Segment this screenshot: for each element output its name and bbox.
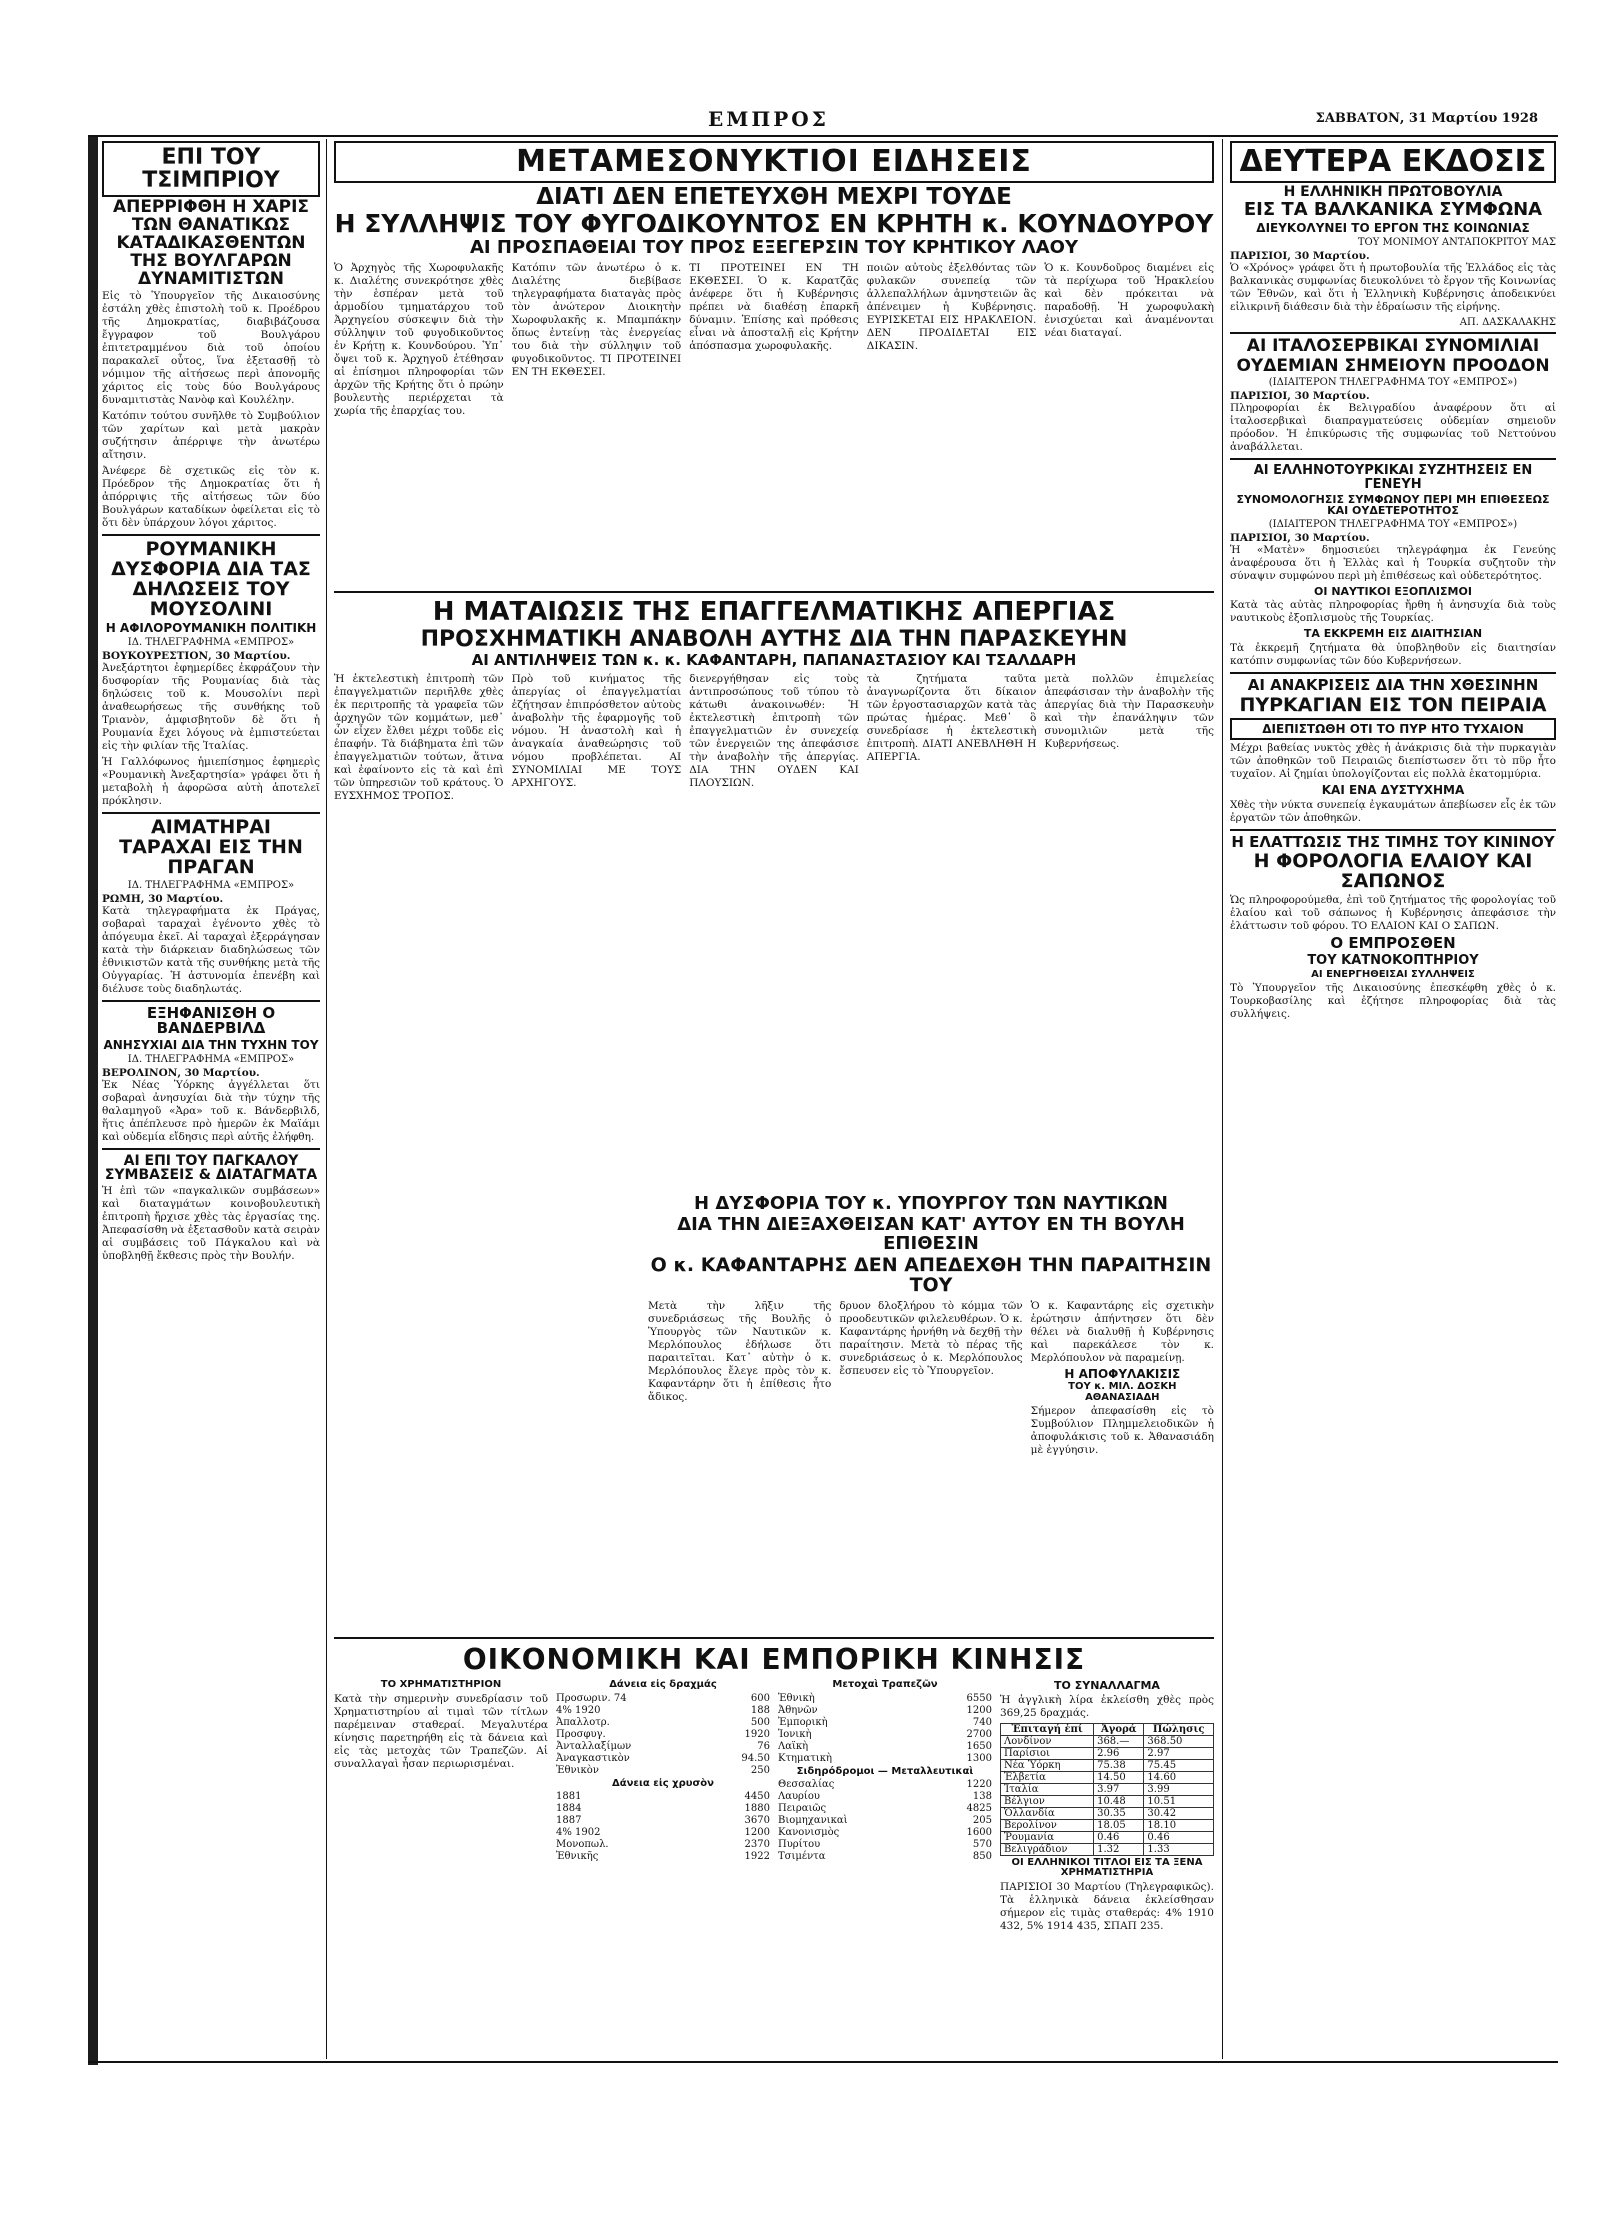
story4-credit: ΙΔ. ΤΗΛΕΓΡΑΦΗΜΑ «ΕΜΠΡΟΣ» (127, 1053, 295, 1065)
fx-row (1001, 1759, 1214, 1771)
fx-cell: 3.99 (1144, 1783, 1214, 1795)
balkan-head3: ΔΙΕΥΚΟΛΥΝΕΙ ΤΟ ΕΡΓΟΝ ΤΗΣ ΚΟΙΝΩΝΙΑΣ (1256, 221, 1530, 236)
gold-loan-row (556, 1815, 770, 1827)
fire-paragraph: Μέχρι βαθείας νυκτὸς χθὲς ἡ ἀνάκρισις διὰ τὴν πυρκαγιὰν τῶν ἀποθηκῶν τοῦ Πειραιῶς διεπίστωσεν ὅτι τὸ πῦρ ἦτο τυχαῖον. Αἱ ζημίαι ὑπολογίζονται εἰς πολλὰ ἑκατομμύρια. (1230, 742, 1556, 781)
goods-row (778, 1827, 992, 1839)
loan-row (556, 1717, 770, 1729)
fx-cell: 2.96 (1094, 1747, 1144, 1759)
strike-column: διενεργήθησαν εἰς τοὺς ἀντιπροσώπους τοῦ τύπου τὸ κάτωθι ἀνακοινωθέν: Ἡ ἐκτελεστικὴ ἐπιτροπὴ τῶν ἐπαγγελματιῶν ἐν συνεχείᾳ τῶν ἐνεργειῶν της ἀπεφάσισε τὴν ἀναβολὴν τῆς ἀπεργίας. ΔΙΑ ΤΗΝ ΟΥΔΕΝ ΚΑΙ ΠΛΟΥΣΙΩΝ. (689, 673, 859, 790)
loan-row-cell: 4% 1920 (556, 1704, 601, 1716)
fx-cell: 10.48 (1094, 1795, 1144, 1807)
gold-loan-row-cell: 1881 (556, 1791, 582, 1803)
navy-head2: ΔΙΑ ΤΗΝ ΔΙΕΞΑΧΘΕΙΣΑΝ ΚΑΤ' ΑΥΤΟΥ ΕΝ ΤΗ ΒΟΥΛΗ ΕΠΙΘΕΣΙΝ (677, 1213, 1185, 1254)
strike-head3: ΑΙ ΑΝΤΙΛΗΨΕΙΣ ΤΩΝ κ. κ. ΚΑΦΑΝΤΑΡΗ, ΠΑΠΑΝΑΣΤΑΣΙΟΥ ΚΑΙ ΤΣΑΛΔΑΡΗ (471, 651, 1077, 670)
greek-titles-paragraph: ΠΑΡΙΣΙΟΙ 30 Μαρτίου (Τηλεγραφικῶς). Τὰ ἑλληνικὰ δάνεια ἐκλείσθησαν σήμερον εἰς τιμὰς σταθεράς: 4% 1910 432, 5% 1914 435, ΣΠΑΠ 235. (1000, 1880, 1214, 1932)
fx-header: Ἀγορά (1094, 1723, 1144, 1735)
fx-cell: Ἑλβετία (1001, 1771, 1094, 1783)
story4-subhead: ΑΝΗΣΥΧΙΑΙ ΔΙΑ ΤΗΝ ΤΥΧΗΝ ΤΟΥ (103, 1038, 319, 1053)
economy-banner: ΟΙΚΟΝΟΜΙΚΗ ΚΑΙ ΕΜΠΟΡΙΚΗ ΚΙΝΗΣΙΣ (462, 1643, 1086, 1676)
goods-row (778, 1851, 992, 1863)
story1-paragraph: Εἰς τὸ Ὑπουργεῖον τῆς Δικαιοσύνης ἐστάλη χθὲς ἐπιστολὴ τοῦ κ. Προέδρου τῆς Δημοκρατίας, διαβιβάζουσα ἔγγραφον τοῦ Βουλγάρου ἐπιτετραμμένου διὰ τοῦ ὁποίου παρακαλεῖ οὗτος, ἵνα ἐξετασθῇ τὸ νόμιμον τῆς αἰτήσεως περὶ ἀπονομῆς χάριτος εἰς τοὺς δύο Βουλγάρους δυναμιτιστὰς Νανὸφ καὶ Κουλέλην. (102, 290, 320, 407)
fx-row (1001, 1819, 1214, 1831)
newspaper-page (88, 105, 1558, 2065)
story3-credit: ΙΔ. ΤΗΛΕΓΡΑΦΗΜΑ «ΕΜΠΡΟΣ» (127, 879, 295, 891)
gold-loans-list (556, 1791, 770, 1863)
greek-titles-title: ΟΙ ΕΛΛΗΝΙΚΟΙ ΤΙΤΛΟΙ ΕΙΣ ΤΑ ΞΕΝΑ ΧΡΗΜΑΤΙΣΤΗΡΙΑ (1011, 1856, 1203, 1879)
turkish-paragraph: Ἡ «Ματὲν» δημοσιεύει τηλεγράφημα ἐκ Γενεύης ἀναφέρουσα ὅτι ἡ Ἑλλὰς καὶ ἡ Τουρκία συζητοῦν τὴν σύναψιν συμφώνου περὶ μὴ ἐπιθέσεως καὶ οὐδετερότητος. (1230, 543, 1556, 582)
bank-share-row (778, 1753, 992, 1765)
bank-share-row-cell: Ἐθνικὴ (778, 1692, 815, 1704)
loan-row (556, 1753, 770, 1765)
turkish-dateline: ΠΑΡΙΣΙΟΙ, 30 Μαρτίου. (1230, 531, 1370, 544)
goods-row-cell: Τσιμέντα (778, 1851, 826, 1863)
loan-row-cell: 1920 (744, 1728, 770, 1740)
fx-cell: Ἰταλία (1001, 1783, 1094, 1795)
fx-cell: 2.97 (1144, 1747, 1214, 1759)
lead-head3: ΑΙ ΠΡΟΣΠΑΘΕΙΑΙ ΤΟΥ ΠΡΟΣ ΕΞΕΓΕΡΣΙΝ ΤΟΥ ΚΡΗΤΙΚΟΥ ΛΑΟΥ (470, 236, 1078, 258)
story4-paragraph: Ἐκ Νέας Ὑόρκης ἀγγέλλεται ὅτι σοβαραὶ ἀνησυχίαι διὰ τὴν τύχην τῆς θαλαμηγοῦ «Ἀρα» τοῦ κ. Βάνδερβιλδ, ἥτις ἀπέπλευσε πρὸ ἡμερῶν ἐκ Μαϊάμι καὶ οὐδεμία εἴδησις περὶ αὐτῆς ἐλήφθη. (102, 1078, 320, 1143)
oil-head2: Η ΦΟΡΟΛΟΓΙΑ ΕΛΑΙΟΥ ΚΑΙ ΣΑΠΩΝΟΣ (1253, 850, 1533, 893)
goods-row-cell: Λαυρίου (778, 1791, 820, 1803)
loan-row-cell: 188 (750, 1704, 770, 1716)
lead-column: ΤΙ ΠΡΟΤΕΙΝΕΙ ΕΝ ΤΗ ΕΚΘΕΣΕΙ. Ὁ κ. Καρατζᾶς ἀνέφερε ὅτι ἡ Κυβέρνησις πρέπει νὰ διαθέσῃ ἐπαρκῆ δύναμιν. Ἐπίσης καὶ πρόθεσις εἶναι νὰ ἀποσταλῇ εἰς Κρήτην ἀπόσπασμα χωροφυλακῆς. (689, 261, 859, 352)
fx-table (1000, 1723, 1214, 1856)
loan-row-cell: 600 (750, 1692, 770, 1704)
loans-title: Δάνεια εἰς δραχμάς (609, 1679, 717, 1691)
bank-share-row (778, 1717, 992, 1729)
fx-cell: Ῥουμανία (1001, 1831, 1094, 1843)
loan-row-cell: Προσωριν. 74 (556, 1692, 627, 1704)
bank-share-row-cell: 1300 (966, 1752, 992, 1764)
bank-share-row (778, 1741, 992, 1753)
fx-row (1001, 1747, 1214, 1759)
loan-row-cell: Ἀπαλλοτρ. (556, 1716, 610, 1728)
loan-row-cell: 500 (750, 1716, 770, 1728)
navy-head3: Ο κ. ΚΑΦΑΝΤΑΡΗΣ ΔΕΝ ΑΠΕΔΕΧΘΗ ΤΗΝ ΠΑΡΑΙΤΗΣΙΝ ΤΟΥ (650, 1253, 1212, 1296)
loan-row (556, 1765, 770, 1777)
goods-row-cell: 1220 (966, 1779, 992, 1791)
scan-edge-shadow (88, 135, 98, 2065)
strike-column: Πρὸ τοῦ κινήματος τῆς ἀπεργίας οἱ ἐπαγγελματίαι ἐζήτησαν ἐπιπρόσθετον αὐτοὺς ἀναβολὴν τῆς ἐφαρμογῆς τοῦ νόμου. Ἡ ἀναστολὴ καὶ ἡ ἀναγκαία ἀναθεώρησις τοῦ νόμου προβλέπεται. ΑΙ ΣΥΝΟΜΙΛΙΑΙ ΜΕ ΤΟΥΣ ΑΡΧΗΓΟΥΣ. (511, 673, 682, 790)
bank-share-row-cell: 2700 (966, 1728, 992, 1740)
fx-cell: 14.60 (1144, 1771, 1214, 1783)
fx-row (1001, 1807, 1214, 1819)
fx-cell: 30.42 (1144, 1807, 1214, 1819)
fx-cell: Παρίσιοι (1001, 1747, 1094, 1759)
gold-loan-row-cell: 4% 1902 (556, 1827, 601, 1839)
gold-loan-row-cell: 4450 (744, 1791, 770, 1803)
loans-list (556, 1693, 770, 1777)
late-news-banner: ΜΕΤΑΜΕΣΟΝΥΚΤΙΟΙ ΕΙΔΗΣΕΙΣ (334, 141, 1214, 183)
fx-cell: Νέα Ὑόρκη (1001, 1759, 1094, 1771)
fx-cell: 18.05 (1094, 1819, 1144, 1831)
loan-row-cell: 250 (750, 1764, 770, 1776)
balkan-dateline: ΠΑΡΙΣΙΟΙ, 30 Μαρτίου. (1230, 249, 1370, 262)
oil-sub2: ΤΟΥ ΚΑΤΝΟΚΟΠΤΗΡΙΟΥ (1307, 953, 1479, 969)
gold-loan-row (556, 1791, 770, 1803)
loan-row-cell: Ἀναγκαστικὸν (556, 1752, 630, 1764)
fx-header: Πώλησις (1144, 1723, 1214, 1735)
strike-head2: ΠΡΟΣΧΗΜΑΤΙΚΗ ΑΝΑΒΟΛΗ ΑΥΤΗΣ ΔΙΑ ΤΗΝ ΠΑΡΑΣΚΕΥΗΝ (420, 627, 1128, 653)
gold-loans-title: Δάνεια εἰς χρυσὸν (612, 1777, 714, 1789)
left-column (102, 139, 320, 2059)
strike-column: Ἡ ἐκτελεστικὴ ἐπιτροπὴ τῶν ἐπαγγελματιῶν περιῆλθε χθὲς ἐκ περιτροπῆς τὰ γραφεῖα τῶν ἀρχηγῶν τῶν κομμάτων, μεθ᾽ ὧν εἶχεν ἔλθει μέχρι τοῦδε εἰς ἐπαφήν. Τὰ διάβηματα ἐπὶ τῶν ἐπαγγελματιῶν τούτων, ἅτινα καὶ ἐφαίνοντο εἰς τὰ καὶ ἐπὶ τῶν ὑπηρεσιῶν τοῦ κράτους. Ὁ ΕΥΣΧΗΜΟΣ ΤΡΟΠΟΣ. (334, 673, 504, 803)
turkish-head2: ΣΥΝΟΜΟΛΟΓΗΣΙΣ ΣΥΜΦΩΝΟΥ ΠΕΡΙ ΜΗ ΕΠΙΘΕΣΕΩΣ ΚΑΙ ΟΥΔΕΤΕΡΟΤΗΤΟΣ (1236, 492, 1550, 518)
loan-row (556, 1729, 770, 1741)
bank-share-row-cell: Κτηματικὴ (778, 1752, 832, 1764)
lead-column: Κατόπιν τῶν ἀνωτέρω ὁ κ. Διαλέτης διεβίβασε τηλεγραφήματα διαταγὰς πρὸς τὸν ἀνώτερον Διοικητὴν Χωροφυλακῆς κ. Μπαμπάκην ὅπως ἐντείνῃ τὰς ἐνεργείας του διὰ τὴν σύλληψιν τοῦ φυγοδικοῦντος. ΤΙ ΠΡΟΤΕΙΝΕΙ ΕΝ ΤΗ ΕΚΘΕΣΕΙ. (511, 261, 682, 378)
story2-dateline: ΒΟΥΚΟΥΡΕΣΤΙΟΝ, 30 Μαρτίου. (102, 649, 291, 662)
italoserb-head2: ΟΥΔΕΜΙΑΝ ΣΗΜΕΙΟΥΝ ΠΡΟΟΔΟΝ (1236, 355, 1550, 376)
fx-header: Ἐπιταγή ἐπί (1001, 1723, 1094, 1735)
fx-row (1001, 1843, 1214, 1855)
oil-paragraph: Ὡς πληροφορούμεθα, ἐπὶ τοῦ ζητήματος τῆς φορολογίας τοῦ ἐλαίου καὶ τοῦ σάπωνος ἡ Κυβέρνησις ἀπεφάσισε τὴν ἐλάττωσιν τοῦ φόρου. ΤΟ ΕΛΑΙΟΝ ΚΑΙ Ο ΣΑΠΩΝ. (1230, 894, 1556, 933)
loan-row-cell: Ἐθνικὸν (556, 1764, 599, 1776)
exchange-intro-title: ΤΟ ΧΡΗΜΑΤΙΣΤΗΡΙΟΝ (380, 1679, 502, 1691)
loan-row (556, 1705, 770, 1717)
turkish-sub2: ΤΑ ΕΚΚΡΕΜΗ ΕΙΣ ΔΙΑΙΤΗΣΙΑΝ (1303, 627, 1483, 641)
fx-note: Ἡ ἀγγλικὴ λίρα ἐκλείσθη χθὲς πρὸς 369,25 δραχμάς. (1000, 1693, 1214, 1719)
right-column (1230, 139, 1556, 2059)
story2-subhead: Η ΑΦΙΛΟΡΟΥΜΑΝΙΚΗ ΠΟΛΙΤΙΚΗ (105, 621, 317, 636)
gold-loan-row-cell: 1880 (744, 1803, 770, 1815)
oil-sub: Ο ΕΜΠΡΟΣΘΕΝ (1330, 934, 1456, 953)
masthead (88, 105, 1558, 137)
strike-head1: Η ΜΑΤΑΙΩΣΙΣ ΤΗΣ ΕΠΑΓΓΕΛΜΑΤΙΚΗΣ ΑΠΕΡΓΙΑΣ (432, 597, 1116, 627)
gold-loan-row-cell: 3670 (744, 1815, 770, 1827)
fx-cell: 368.50 (1144, 1735, 1214, 1747)
bank-share-row (778, 1729, 992, 1741)
italoserb-dateline: ΠΑΡΙΣΙΟΙ, 30 Μαρτίου. (1230, 390, 1370, 403)
story3-paragraph: Κατὰ τηλεγραφήματα ἐκ Πράγας, σοβαραὶ ταραχαὶ ἐγένοντο χθὲς τὸ ἀπόγευμα ἐκεῖ. Αἱ ταραχαὶ ἐξερράγησαν κατὰ τὴν διάρκειαν διαδηλώσεως τῶν ἐθνικιστῶν κατὰ τῆς συνθήκης μετὰ τῆς Οὐγγαρίας. Ἡ ἀστυνομία ἐπενέβη καὶ διέλυσε τοὺς διαδηλωτάς. (102, 904, 320, 995)
goods-row-cell: 570 (972, 1839, 992, 1851)
gold-loan-row-cell: 1922 (744, 1851, 770, 1863)
fx-cell: 0.46 (1094, 1831, 1144, 1843)
oil-head1: Η ΕΛΑΤΤΩΣΙΣ ΤΗΣ ΤΙΜΗΣ ΤΟΥ ΚΙΝΙΝΟΥ (1231, 832, 1555, 851)
release-paragraph: Σήμερον ἀπεφασίσθη εἰς τὸ Συμβούλιον Πλημμελειοδικῶν ἡ ἀποφυλάκισις τοῦ κ. Ἀθανασιάδη μὲ ἐγγύησιν. (1030, 1405, 1214, 1457)
gold-loan-row-cell: 1887 (556, 1815, 582, 1827)
story1-paragraph: Ἀνέφερε δὲ σχετικῶς εἰς τὸν κ. Πρόεδρον τῆς Δημοκρατίας ὅτι ἡ ἀπόρριψις τῆς αἰτήσεως τῶν δύο Βουλγάρων καταδίκων ὀφείλεται εἰς τὸ ὅτι δὲν ὑπάρχουν λόγοι χάριτος. (102, 465, 320, 530)
story2-paragraph: Ἡ Γαλλόφωνος ἡμιεπίσημος ἐφημερὶς «Ρουμανικὴ Ἀνεξαρτησία» γράφει ὅτι ἡ μεταβολὴ ἡ ἀφορῶσα αὐτὴ ἀποτελεῖ πρόκλησιν. (102, 755, 320, 807)
goods-row-cell: Πειραιῶς (778, 1803, 827, 1815)
loan-row-cell: Ἀνταλλαξίμων (556, 1740, 632, 1752)
loan-row-cell: 94.50 (741, 1752, 770, 1764)
fx-row (1001, 1795, 1214, 1807)
bank-share-row-cell: Ἐμπορικὴ (778, 1716, 828, 1728)
fx-cell: 368.— (1094, 1735, 1144, 1747)
balkan-head2: ΕΙΣ ΤΑ ΒΑΛΚΑΝΙΚΑ ΣΥΜΦΩΝΑ (1243, 199, 1543, 221)
release-head: Η ΑΠΟΦΥΛΑΚΙΣΙΣ (1064, 1366, 1181, 1381)
turkish-credit: (ΙΔΙΑΙΤΕΡΟΝ ΤΗΛΕΓΡΑΦΗΜΑ ΤΟΥ «ΕΜΠΡΟΣ») (1268, 518, 1518, 530)
fx-cell: 14.50 (1094, 1771, 1144, 1783)
strike-column: τὰ ζητήματα ταῦτα ἀναγνωρίζοντα ὅτι δίκαιον τῶν ἐργοστασιαρχῶν κατὰ τὰς πρώτας ἡμέρας. Μεθ᾽ ὃ συνεδρίασε ἡ ἐκτελεστικὴ ἐπιτροπὴ. ΔΙΑΤΙ ΑΝΕΒΛΗΘΗ Η ΑΠΕΡΓΙΑ. (866, 673, 1037, 764)
fx-row (1001, 1831, 1214, 1843)
story1-paragraph: Κατόπιν τούτου συνῆλθε τὸ Συμβούλιον τῶν χαρίτων καὶ μετὰ μακρὰν συζήτησιν ἀπέρριψε τὴν ἀνωτέρω αἴτησιν. (102, 410, 320, 462)
fire-head2: ΠΥΡΚΑΓΙΑΝ ΕΙΣ ΤΟΝ ΠΕΙΡΑΙΑ (1239, 693, 1547, 716)
balkan-signature: ΑΠ. ΔΑΣΚΑΛΑΚΗΣ (1459, 316, 1556, 328)
goods-list (778, 1779, 992, 1863)
goods-row-cell: Βιομηχανικαὶ (778, 1815, 848, 1827)
gold-loan-row-cell: 2370 (744, 1839, 770, 1851)
turkish-sub1-paragraph: Κατὰ τὰς αὐτὰς πληροφορίας ἤρθη ἡ ἀνησυχία διὰ τοὺς ναυτικοὺς ἐξοπλισμοὺς τῆς Τουρκίας. (1230, 599, 1556, 625)
strike-story (334, 597, 1214, 977)
fx-row (1001, 1783, 1214, 1795)
goods-row-cell: 138 (972, 1791, 992, 1803)
bank-share-row-cell: Ἀθηνῶν (778, 1704, 818, 1716)
balkan-credit: ΤΟΥ ΜΟΝΙΜΟΥ ΑΝΤΑΠΟΚΡΙΤΟΥ ΜΑΣ (1357, 236, 1556, 248)
section-title: ΕΠΙ ΤΟΥ ΤΣΙΜΠΡΙΟΥ (102, 141, 320, 197)
bank-shares-list (778, 1693, 992, 1765)
story4-dateline: ΒΕΡΟΛΙΝΟΝ, 30 Μαρτίου. (102, 1066, 260, 1079)
turkish-head1: ΑΙ ΕΛΛΗΝΟΤΟΥΡΚΙΚΑΙ ΣΥΖΗΤΗΣΕΙΣ ΕΝ ΓΕΝΕΥΗ (1253, 463, 1533, 492)
gold-loan-row (556, 1839, 770, 1851)
navy-story (648, 1193, 1214, 1633)
fx-row (1001, 1771, 1214, 1783)
exchange-intro: Κατὰ τὴν σημερινὴν συνεδρίασιν τοῦ Χρηματιστηρίου αἱ τιμαὶ τῶν τίτλων παρέμειναν σταθεραί. Μεγαλυτέρα κίνησις παρετηρήθη εἰς τὰ δάνεια καὶ εἰς τὰς μετοχὰς τῶν Τραπεζῶν. Αἱ συναλλαγαὶ ἦσαν περιωρισμέναι. (334, 1692, 548, 1770)
loan-row-cell: Προσφυγ. (556, 1728, 606, 1740)
italoserb-credit: (ΙΔΙΑΙΤΕΡΟΝ ΤΗΛΕΓΡΑΦΗΜΑ ΤΟΥ «ΕΜΠΡΟΣ») (1268, 377, 1518, 389)
fx-cell: 3.97 (1094, 1783, 1144, 1795)
lead-head1: ΔΙΑΤΙ ΔΕΝ ΕΠΕΤΕΥΧΘΗ ΜΕΧΡΙ ΤΟΥΔΕ (536, 183, 1012, 210)
fx-cell: Λονδίνον (1001, 1735, 1094, 1747)
lead-column: Ὁ κ. Κουνδοῦρος διαμένει εἰς τὰ περίχωρα τοῦ Ἡρακλείου καὶ δὲν πρόκειται νὰ παραδοθῇ. Ἡ χωροφυλακὴ ἐνισχύεται καὶ ἀναμένονται νέαι διαταγαί. (1044, 261, 1214, 339)
story1-headline: ΑΠΕΡΡΙΦΘΗ Η ΧΑΡΙΣ ΤΩΝ ΘΑΝΑΤΙΚΩΣ ΚΑΤΑΔΙΚΑΣΘΕΝΤΩΝ ΤΗΣ ΒΟΥΛΓΑΡΩΝ ΔΥΝΑΜΙΤΙΣΤΩΝ (112, 197, 310, 289)
economy-section (334, 1643, 1214, 2063)
newspaper-name: ΕΜΠΡΟΣ (708, 107, 829, 131)
gold-loan-row (556, 1803, 770, 1815)
fx-cell: Βελιγράδιον (1001, 1843, 1094, 1855)
fx-cell: 1.33 (1144, 1843, 1214, 1855)
fire-head3: ΔΙΕΠΙΣΤΩΘΗ ΟΤΙ ΤΟ ΠΥΡ ΗΤΟ ΤΥΧΑΙΟΝ (1230, 718, 1556, 741)
fire-sub: ΚΑΙ ΕΝΑ ΔΥΣΤΥΧΗΜΑ (1321, 783, 1465, 798)
navy-column: Μετὰ τὴν λῆξιν τῆς συνεδριάσεως τῆς Βουλῆς ὁ Ὑπουργὸς τῶν Ναυτικῶν κ. Μερλόπουλος ἐδήλωσε ὅτι παραιτεῖται. Κατ᾽ αὐτὴν ὁ κ. Μερλόπουλος ἔλεγε πρὸς τὸν κ. Καφαντάρην ὅτι ἡ ἐπίθεσις ἦτο ἄδικος. (648, 1299, 832, 1403)
bank-share-row (778, 1705, 992, 1717)
gold-loan-row (556, 1827, 770, 1839)
fx-cell: Ὁλλανδία (1001, 1807, 1094, 1819)
turkish-sub2-paragraph: Τὰ ἐκκρεμῆ ζητήματα θὰ ὑποβληθοῦν εἰς διαιτησίαν κατόπιν συμφωνίας τῶν δύο Κυβερνήσεων. (1230, 641, 1556, 667)
bank-share-row-cell: 6550 (966, 1692, 992, 1704)
strike-column: μετὰ πολλῶν ἐπιμελείας ἀπεφάσισαν τὴν ἀναβολὴν τῆς ἀπεργίας διὰ τὴν Παρασκευὴν καὶ τὴν ἐπανάληψιν τῶν συνομιλιῶν μετὰ τῆς Κυβερνήσεως. (1044, 673, 1214, 751)
release-subhead: ΤΟΥ κ. ΜΙΛ. ΔΟΣΚΗ ΑΘΑΝΑΣΙΑΔΗ (1068, 1381, 1177, 1403)
second-edition-banner: ΔΕΥΤΕΡΑ ΕΚΔΟΣΙΣ (1230, 141, 1556, 183)
fx-cell: 75.38 (1094, 1759, 1144, 1771)
bank-share-row-cell: Λαϊκὴ (778, 1740, 809, 1752)
goods-row (778, 1803, 992, 1815)
fx-cell: 0.46 (1144, 1831, 1214, 1843)
fx-cell: 1.32 (1094, 1843, 1144, 1855)
gold-loan-row-cell: Ἐθνικῆς (556, 1851, 599, 1863)
bank-share-row-cell: 1200 (966, 1704, 992, 1716)
bank-share-row-cell: 1650 (966, 1740, 992, 1752)
goods-row-cell: Πυρίτου (778, 1839, 821, 1851)
fx-cell: 18.10 (1144, 1819, 1214, 1831)
navy-head1: Η ΔΥΣΦΟΡΙΑ ΤΟΥ κ. ΥΠΟΥΡΓΟΥ ΤΩΝ ΝΑΥΤΙΚΩΝ (694, 1193, 1168, 1214)
late-news (334, 139, 1214, 589)
navy-column: Ὁ κ. Καφαντάρης εἰς σχετικὴν ἐρώτησιν ἀπήντησεν ὅτι δὲν θέλει νὰ διαλυθῇ ἡ Κυβέρνησις καὶ παρεκάλεσε τὸν κ. Μερλόπουλον νὰ παραμείνῃ. (1030, 1299, 1214, 1364)
story4-headline: ΕΞΗΦΑΝΙΣΘΗ Ο ΒΑΝΔΕΡΒΙΛΔ (146, 1003, 276, 1038)
goods-row-cell: 1600 (966, 1827, 992, 1839)
story2-credit: ΙΔ. ΤΗΛΕΓΡΑΦΗΜΑ «ΕΜΠΡΟΣ» (127, 636, 295, 648)
story3-dateline: ΡΩΜΗ, 30 Μαρτίου. (102, 892, 224, 905)
goods-row (778, 1779, 992, 1791)
fx-title: ΤΟ ΣΥΝΑΛΛΑΓΜΑ (1054, 1679, 1160, 1693)
gold-loan-row-cell: Μονοπωλ. (556, 1839, 609, 1851)
navy-column: δρυον δλοξλήρου τὸ κόμμα τῶν προοδευτικῶν φιλελευθέρων. Ὁ κ. Καφαντάρης ἠρνήθη νὰ δεχθῇ τὴν παραίτησιν. Μετὰ τὸ πέρας τῆς συνεδριάσεως ὁ κ. Μερλόπουλος ἔσπευσεν εἰς τὸ Ὑπουργεῖον. (839, 1299, 1023, 1377)
bank-share-row-cell: Ἰονικὴ (778, 1728, 812, 1740)
goods-row (778, 1791, 992, 1803)
goods-row (778, 1815, 992, 1827)
fx-cell: 75.45 (1144, 1759, 1214, 1771)
story5-paragraph: Ἡ ἐπὶ τῶν «παγκαλικῶν συμβάσεων» καὶ διαταγμάτων κοινοβουλευτικὴ ἐπιτροπὴ ἤρχισε χθὲς τὰς ἐργασίας της. Ἀπεφασίσθη νὰ ἐξετασθοῦν κατὰ σειρὰν αἱ συμβάσεις τοῦ Πάγκαλου καὶ νὰ ὑποβληθῇ ἔκθεσις πρὸς τὴν Βουλήν. (102, 1185, 320, 1263)
goods-row-cell: 205 (972, 1815, 992, 1827)
lead-head2: Η ΣΥΛΛΗΨΙΣ ΤΟΥ ΦΥΓΟΔΙΚΟΥΝΤΟΣ ΕΝ ΚΡΗΤΗ κ. ΚΟΥΝΔΟΥΡΟΥ (334, 208, 1214, 238)
lead-column: Ὁ Ἀρχηγὸς τῆς Χωροφυλακῆς κ. Διαλέτης συνεκρότησε χθὲς τὴν ἑσπέραν μετὰ τοῦ ἁρμοδίου τμηματάρχου τοῦ Ἀρχηγείου σύσκεψιν διὰ τὴν σύλληψιν τοῦ φυγοδικοῦντος ἐν Κρήτῃ κ. Κουνδούρου. Ὑπ᾽ ὄψει τοῦ κ. Ἀρχηγοῦ ἐτέθησαν αἱ ἐπίσημοι πληροφορίαι τῶν ἀρχῶν τῆς Κρήτης ὅτι ὁ πρώην βουλευτὴς περιέρχεται τὰ χωρία τῆς ἐπαρχίας του. (334, 261, 504, 417)
italoserb-paragraph: Πληροφορίαι ἐκ Βελιγραδίου ἀναφέρουν ὅτι αἱ ἰταλοσερβικαὶ διαπραγματεύσεις οὐδεμίαν σημειοῦν πρόοδον. Ἡ ἐπικύρωσις τῆς συμφωνίας τοῦ Νεττούνου ἀναβάλλεται. (1230, 402, 1556, 454)
goods-row-cell: Κανονισμὸς (778, 1827, 840, 1839)
fx-cell: Βέλγιον (1001, 1795, 1094, 1807)
goods-row (778, 1839, 992, 1851)
gold-loan-row-cell: 1200 (744, 1827, 770, 1839)
italoserb-head1: ΑΙ ΙΤΑΛΟΣΕΡΒΙΚΑΙ ΣΥΝΟΜΙΛΙΑΙ (1246, 335, 1540, 356)
balkan-head1: Η ΕΛΛΗΝΙΚΗ ΠΡΩΤΟΒΟΥΛΙΑ (1283, 183, 1503, 200)
goods-row-cell: 4825 (966, 1803, 992, 1815)
fx-row (1001, 1735, 1214, 1747)
goods-title: Σιδηρόδρομοι — Μεταλλευτικαὶ (796, 1765, 974, 1777)
story3-headline: ΑΙΜΑΤΗΡΑΙ ΤΑΡΑΧΑΙ ΕΙΣ ΤΗΝ ΠΡΑΓΑΝ (119, 815, 303, 878)
lead-column: ποιῶν αὐτοὺς ἐξελθόντας τῶν φυλακῶν συνεπείᾳ τῶν ἀλλεπαλλήλων ἀμνηστειῶν ἃς ἀπένειμεν ἡ Κυβέρνησις. ΕΥΡΙΣΚΕΤΑΙ ΕΙΣ ΗΡΑΚΛΕΙΟΝ. ΔΕΝ ΠΡΟΔΙΔΕΤΑΙ ΕΙΣ ΔΙΚΑΣΙΝ. (866, 261, 1037, 352)
bank-share-row-cell: 740 (972, 1716, 992, 1728)
goods-row-cell: Θεσσαλίας (778, 1779, 835, 1791)
oil-sub3: ΑΙ ΕΝΕΡΓΗΘΕΙΣΑΙ ΣΥΛΛΗΨΕΙΣ (1311, 968, 1475, 980)
issue-date: ΣΑΒΒΑΤΟΝ, 31 Μαρτίου 1928 (1315, 111, 1538, 126)
balkan-paragraph: Ὁ «Χρόνος» γράφει ὅτι ἡ πρωτοβουλία τῆς Ἑλλάδος εἰς τὰς βαλκανικὰς συμφωνίας διευκολύνει τὸ ἔργον τῆς Κοινωνίας τῶν Ἐθνῶν, καὶ ὅτι ἡ Ἑλληνικὴ Κυβέρνησις ἀποδεικνύει εἰλικρινῆ διάθεσιν διὰ τὴν ἑδραίωσιν τῆς εἰρήνης. (1230, 261, 1556, 313)
turkish-sub1: ΟΙ ΝΑΥΤΙΚΟΙ ΕΞΟΠΛΙΣΜΟΙ (1314, 584, 1472, 598)
bank-shares-title: Μετοχαὶ Τραπεζῶν (832, 1679, 938, 1691)
gold-loan-row-cell: 1884 (556, 1803, 582, 1815)
goods-row-cell: 850 (972, 1851, 992, 1863)
oil-sub-paragraph: Τὸ Ὑπουργεῖον τῆς Δικαιοσύνης ἐπεσκέφθη χθὲς ὁ κ. Τουρκοβασίλης καὶ ἐζήτησε πληροφορίας διὰ τὰς συλλήψεις. (1230, 982, 1556, 1021)
fire-head1: ΑΙ ΑΝΑΚΡΙΣΕΙΣ ΔΙΑ ΤΗΝ ΧΘΕΣΙΝΗΝ (1247, 675, 1539, 694)
bank-share-row (778, 1693, 992, 1705)
fx-cell: 10.51 (1144, 1795, 1214, 1807)
loan-row-cell: 76 (757, 1740, 770, 1752)
fire-sub-paragraph: Χθὲς τὴν νύκτα συνεπείᾳ ἐγκαυμάτων ἀπεβίωσεν εἷς ἐκ τῶν ἐργατῶν τῶν ἀποθηκῶν. (1230, 798, 1556, 824)
story2-headline: ΡΟΥΜΑΝΙΚΗ ΔΥΣΦΟΡΙΑ ΔΙΑ ΤΑΣ ΔΗΛΩΣΕΙΣ ΤΟΥ ΜΟΥΣΟΛΙΝΙ (111, 538, 311, 621)
story2-paragraph: Ἀνεξάρτητοι ἐφημερίδες ἐκφράζουν τὴν δυσφορίαν τῆς Ρουμανίας διὰ τὰς δηλώσεις τοῦ κ. Μουσολίνι περὶ ἀναθεωρήσεως τῆς συνθήκης τοῦ Τριανὸν, ἀμφισβητοῦν δὲ ὅτι ἡ Ρουμανία ἔχει λόγους νὰ ἐμπιστεύεται εἰς τὴν φιλίαν τῆς Ἰταλίας. (102, 661, 320, 752)
loan-row (556, 1741, 770, 1753)
fx-cell: Βερολίνον (1001, 1819, 1094, 1831)
loan-row (556, 1693, 770, 1705)
story5-headline: ΑΙ ΕΠΙ ΤΟΥ ΠΑΓΚΑΛΟΥ ΣΥΜΒΑΣΕΙΣ & ΔΙΑΤΑΓΜΑΤΑ (104, 1152, 318, 1184)
fx-cell: 30.35 (1094, 1807, 1144, 1819)
gold-loan-row (556, 1851, 770, 1863)
